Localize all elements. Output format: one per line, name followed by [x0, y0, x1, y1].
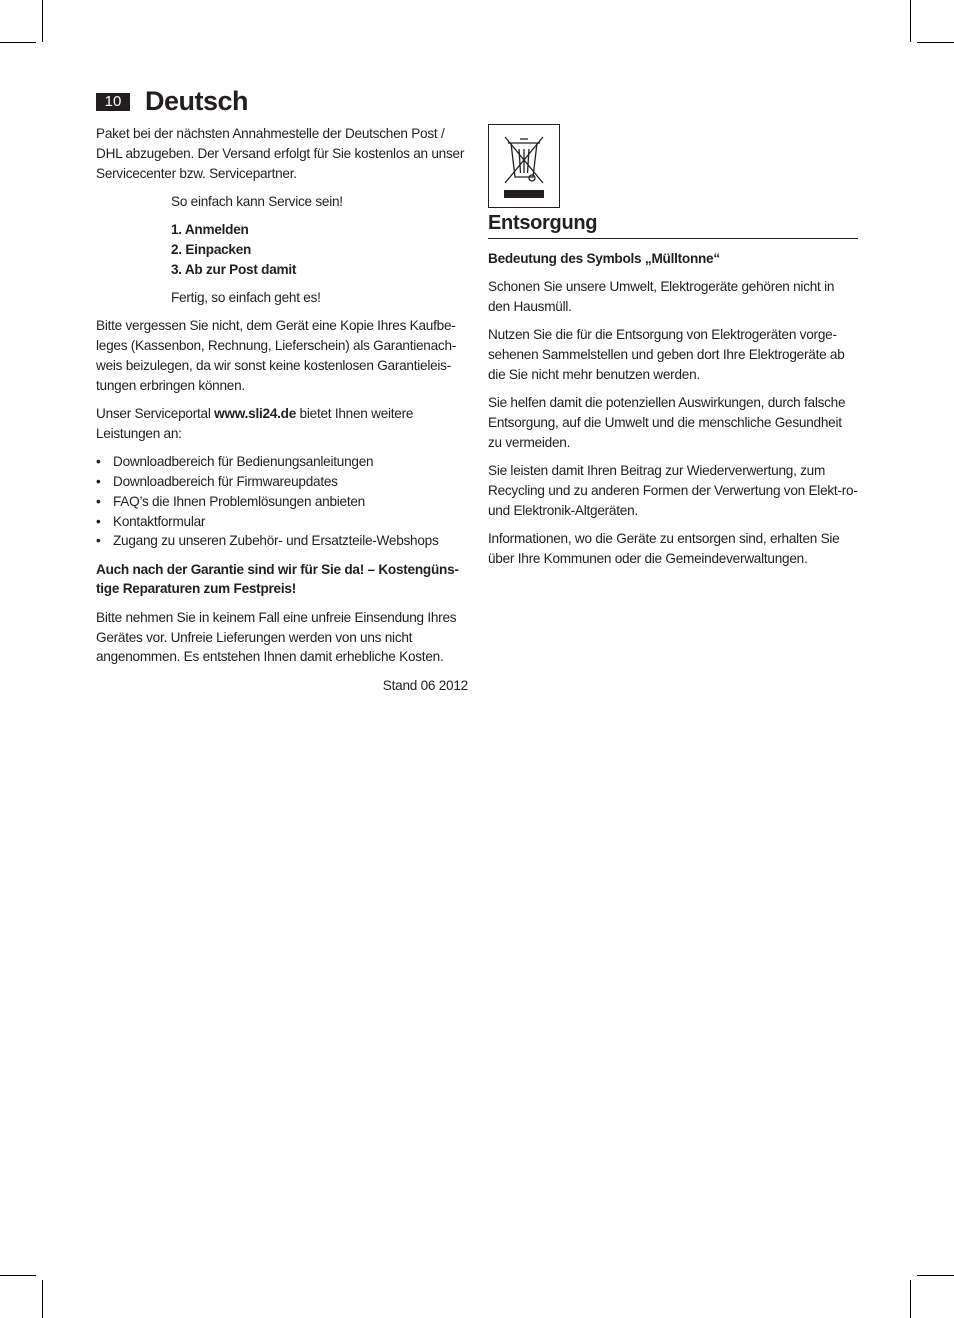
bullet-icon: • [96, 533, 101, 549]
bullet-icon: • [96, 513, 101, 529]
crossed-out-wheelie-bin-icon [488, 124, 560, 208]
disposal-paragraph: Schonen Sie unsere Umwelt, Elektrogeräte gehören nicht in den Hausmüll. [488, 279, 835, 314]
crop-mark [917, 42, 954, 43]
disposal-paragraph: Nutzen Sie die für die Entsorgung von Elektrogeräten vorge-sehenen Sammelstellen und geben dort Ihre Elektrogeräte ab die Sie nicht mehr benutzen werden. [488, 327, 845, 382]
services-list [96, 452, 468, 551]
receipt-note: Bitte vergessen Sie nicht, dem Gerät eine Kopie Ihres Kaufbe-leges (Kassenbon, Rechnung, Lieferschein) als Garantienach-weis beizulegen, da wir sonst keine kostenlosen Garantieleis-tungen erbringen können. [96, 318, 457, 393]
service-label: Kontaktformular [113, 513, 206, 529]
portal-text [96, 404, 468, 444]
done-text: Fertig, so einfach geht es! [171, 290, 321, 306]
list-item [96, 472, 468, 492]
list-item [96, 452, 468, 472]
portal-url-link[interactable]: www.sli24.de [214, 406, 297, 422]
section-subheading: Bedeutung des Symbols „Mülltonne“ [488, 250, 720, 266]
step-item: 3. Ab zur Post damit [171, 261, 297, 277]
portal-prefix: Unser Serviceportal [96, 406, 215, 422]
step-item: 2. Einpacken [171, 241, 252, 257]
crop-mark [910, 0, 911, 42]
wheelie-bin-svg [494, 129, 554, 203]
list-item [96, 531, 468, 551]
page-header [96, 86, 248, 117]
page-number: 10 [96, 93, 130, 111]
service-label: Zugang zu unseren Zubehör- und Ersatzteile-Webshops [113, 533, 439, 549]
list-item [96, 512, 468, 532]
slogan-text: So einfach kann Service sein! [171, 193, 343, 209]
section-heading: Entsorgung [488, 214, 858, 239]
page-title: Deutsch [145, 86, 249, 116]
crop-mark [42, 1280, 43, 1318]
portal-suffix: bietet Ihnen weitere Leistungen an: [96, 406, 414, 441]
crop-mark [42, 0, 43, 42]
disposal-paragraph: Informationen, wo die Geräte zu entsorgen sind, erhalten Sie über Ihre Kommunen oder die Gemeindeverwaltungen. [488, 530, 840, 566]
left-column [96, 124, 468, 704]
service-label: Downloadbereich für Firmwareupdates [113, 473, 338, 489]
disposal-paragraph: Sie leisten damit Ihren Beitrag zur Wiederverwertung, zum Recycling und zu anderen Formen der Verwertung von Elekt-ro- und Elektronik-Altgeräten. [488, 462, 858, 518]
bullet-icon: • [96, 454, 101, 470]
disposal-paragraph: Sie helfen damit die potenziellen Auswirkungen, durch falsche Entsorgung, auf die Umwelt und die menschliche Gesundheit zu vermeiden. [488, 395, 846, 450]
crop-mark [0, 1275, 36, 1276]
stand-date: Stand 06 2012 [382, 677, 468, 693]
step-item: 1. Anmelden [171, 222, 249, 238]
bullet-icon: • [96, 493, 101, 509]
no-unfree-shipping-text: Bitte nehmen Sie in keinem Fall eine unfreie Einsendung Ihres Gerätes vor. Unfreie Lieferungen werden von uns nicht angenommen. Es entstehen Ihnen damit erhebliche Kosten. [96, 609, 457, 665]
after-warranty-text: Auch nach der Garantie sind wir für Sie da! – Kostengüns-tige Reparaturen zum Festpreis! [96, 561, 459, 597]
steps-list [96, 220, 468, 279]
service-label: FAQ’s die Ihnen Problemlösungen anbieten [113, 493, 365, 509]
intro-text: Paket bei der nächsten Annahmestelle der Deutschen Post / DHL abzugeben. Der Versand erfolgt für Sie kostenlos an unser Servicecenter bzw. Servicepartner. [96, 126, 465, 181]
crop-mark [917, 1275, 954, 1276]
service-label: Downloadbereich für Bedienungsanleitungen [113, 454, 374, 470]
bullet-icon: • [96, 473, 101, 489]
crop-mark [0, 42, 36, 43]
list-item [96, 492, 468, 512]
right-column [488, 124, 858, 577]
crop-mark [910, 1280, 911, 1318]
